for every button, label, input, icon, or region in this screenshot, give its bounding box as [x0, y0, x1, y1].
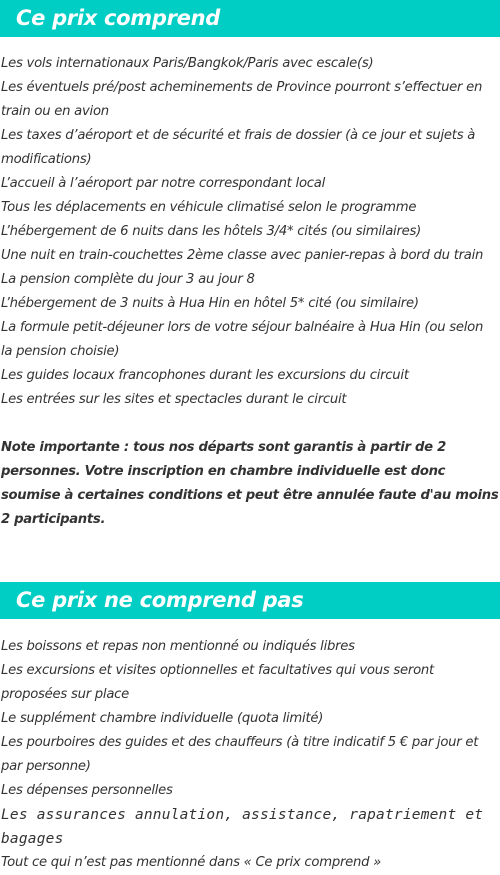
- included-section-header: [0, 0, 500, 37]
- included-item: Les taxes d’aéroport et de sécurité et frais de dossier (à ce jour et sujets à modifications): [1, 128, 476, 167]
- excluded-section-title: Ce prix ne comprend pas: [16, 588, 304, 612]
- included-item: Les vols internationaux Paris/Bangkok/Paris avec escale(s): [1, 56, 374, 71]
- included-item: La formule petit-déjeuner lors de votre séjour balnéaire à Hua Hin (ou selon la pension choisie): [1, 320, 484, 359]
- excluded-item: Les dépenses personnelles: [1, 783, 173, 798]
- included-item: L’hébergement de 3 nuits à Hua Hin en hôtel 5* cité (ou similaire): [1, 296, 419, 311]
- included-item: Une nuit en train-couchettes 2ème classe avec panier-repas à bord du train: [1, 248, 484, 263]
- included-item: Les éventuels pré/post acheminements de Province pourront s’effectuer en train ou en avion: [1, 80, 483, 119]
- included-item: L’accueil à l’aéroport par notre correspondant local: [1, 176, 326, 191]
- included-list: [0, 37, 500, 412]
- important-note-text: Note importante : tous nos départs sont garantis à partir de 2 personnes. Votre inscription en chambre individuelle est donc soumise à certaines conditions et peut être annulée faute d'au moins 2 participants.: [1, 440, 499, 527]
- included-item: Les guides locaux francophones durant les excursions du circuit: [1, 368, 409, 383]
- excluded-item: Les excursions et visites optionnelles et facultatives qui vous seront proposées sur place: [1, 663, 434, 702]
- excluded-item: Les assurances annulation, assistance, rapatriement et bagages: [1, 807, 484, 847]
- included-item: L’hébergement de 6 nuits dans les hôtels 3/4* cités (ou similaires): [1, 224, 422, 239]
- important-note: [0, 436, 500, 532]
- excluded-list: [0, 619, 500, 875]
- excluded-item: Tout ce qui n’est pas mentionné dans « Ce prix comprend »: [1, 855, 382, 870]
- included-item: Tous les déplacements en véhicule climatisé selon le programme: [1, 200, 417, 215]
- included-item: La pension complète du jour 3 au jour 8: [1, 272, 255, 287]
- excluded-section-header: [0, 582, 500, 619]
- included-item: Les entrées sur les sites et spectacles durant le circuit: [1, 392, 347, 407]
- included-section-title: Ce prix comprend: [16, 6, 220, 30]
- excluded-item: Les pourboires des guides et des chauffeurs (à titre indicatif 5 € par jour et par personne): [1, 735, 479, 774]
- excluded-item: Le supplément chambre individuelle (quota limité): [1, 711, 324, 726]
- excluded-item: Les boissons et repas non mentionné ou indiqués libres: [1, 639, 355, 654]
